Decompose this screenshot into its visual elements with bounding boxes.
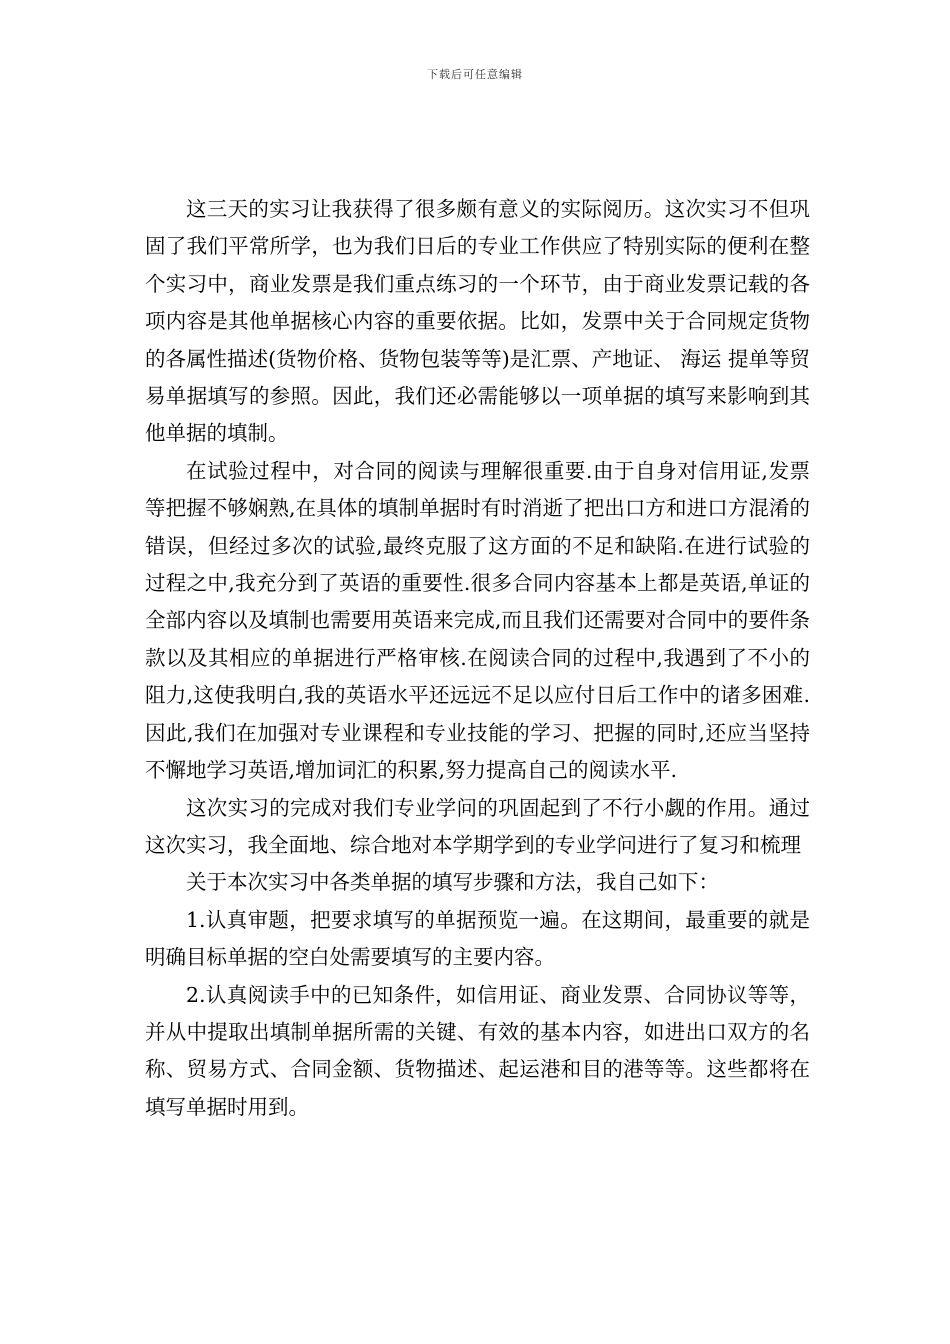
- page-header: 下载后可任意编辑: [427, 68, 523, 81]
- paragraph-contract-reading: 在试验过程中，对合同的阅读与理解很重要.由于自身对信用证,发票等把握不够娴熟,在具体的填制单据时有时消逝了把出口方和进口方混淆的错误，但经过多次的试验,最终克服了这方面的不足和缺陷.在进行试验的过程之中,我充分到了英语的重要性.很多合同内容基本上都是英语,单证的全部内容以及填制也需要用英语来完成,而且我们还需要对合同中的要件条款以及其相应的单据进行严格审核.在阅读合同的过程中,我遇到了不小的阻力,这使我明白,我的英语水平还远远不足以应付日后工作中的诸多困难.因此,我们在加强对专业课程和专业技能的学习、把握的同时,还应当坚持不懈地学习英语,增加词汇的积累,努力提高自己的阅读水平.: [145, 458, 810, 783]
- document-body: [145, 191, 810, 1126]
- paragraph-step-1: 1.认真审题，把要求填写的单据预览一遍。在这期间，最重要的就是明确目标单据的空白处需要填写的主要内容。: [145, 907, 810, 970]
- paragraph-method-intro: 关于本次实习中各类单据的填写步骤和方法，我自己如下：: [186, 870, 719, 895]
- paragraph-internship-completion: 这次实习的完成对我们专业学问的巩固起到了不行小觑的作用。通过这次实习，我全面地、综合地对本学期学到的专业学问进行了复习和梳理: [145, 795, 810, 857]
- paragraph-step-2: 2.认真阅读手中的已知条件，如信用证、商业发票、合同协议等等，并从中提取出填制单据所需的关键、有效的基本内容，如进出口双方的名称、贸易方式、合同金额、货物描述、起运港和目的港等等。这些都将在填写单据时用到。: [145, 982, 810, 1119]
- paragraph-internship-gains: 这三天的实习让我获得了很多颇有意义的实际阅历。这次实习不但巩固了我们平常所学，也为我们日后的专业工作供应了特别实际的便利在整个实习中，商业发票是我们重点练习的一个环节，由于商业发票记载的各项内容是其他单据核心内容的重要依据。比如，发票中关于合同规定货物的各属性描述(货物价格、货物包装等等)是汇票、产地证、 海运 提单等贸易单据填写的参照。因此，我们还必需能够以一项单据的填写来影响到其他单据的填制。: [145, 197, 810, 446]
